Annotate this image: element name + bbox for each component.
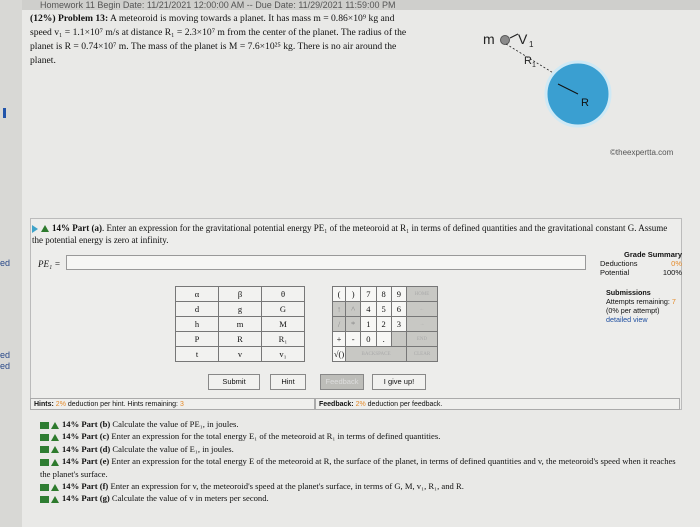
grade-row — [600, 259, 682, 268]
answer-input[interactable] — [66, 255, 586, 270]
key-R1[interactable]: R₁ — [262, 332, 305, 347]
problem-line: planet is R = 0.74×10⁷ m. The mass of the planet is M = 7.6×10²⁵ kg. There is no air around the — [30, 41, 397, 52]
check-icon — [40, 446, 49, 453]
attempts-remaining — [606, 297, 686, 306]
sidebar-label[interactable]: ed — [0, 350, 11, 360]
check-icon — [40, 434, 49, 441]
hint-button[interactable]: Hint — [270, 374, 306, 390]
feedback-text: deduction per feedback. — [367, 401, 443, 408]
velocity-label: V — [518, 31, 528, 47]
top-bar: Homework 11 Begin Date: 11/21/2021 12:00:00 AM -- Due Date: 11/29/2021 11:59:00 PM — [0, 0, 700, 10]
key-P[interactable]: P — [176, 332, 219, 347]
expand-triangle-icon[interactable] — [32, 225, 38, 233]
give-up-button[interactable]: I give up! — [372, 374, 426, 390]
part-text: Enter an expression for the total energy E₁ of the meteoroid at R₁ in terms of defined quantities. — [111, 431, 441, 442]
key-2[interactable]: 2 — [376, 317, 391, 332]
key-alpha[interactable]: α — [176, 287, 219, 302]
problem-number: (12%) Problem 13: — [30, 13, 109, 24]
grade-row-value: 100% — [662, 268, 682, 277]
key-h[interactable]: h — [176, 317, 219, 332]
part-title: 14% Part (e) — [62, 456, 110, 467]
key-right[interactable]: → — [407, 317, 438, 332]
key-clear[interactable]: CLEAR — [407, 347, 438, 362]
key-M[interactable]: M — [262, 317, 305, 332]
list-item[interactable] — [40, 480, 680, 492]
key-home[interactable]: HOME — [407, 287, 438, 302]
key-5[interactable]: 5 — [376, 302, 391, 317]
key-d[interactable]: d — [176, 302, 219, 317]
key-4[interactable]: 4 — [361, 302, 376, 317]
key-g[interactable]: g — [219, 302, 262, 317]
warning-icon — [51, 484, 59, 491]
warning-icon — [51, 459, 59, 466]
key-sqrt[interactable]: √() — [333, 347, 346, 362]
warning-icon — [51, 446, 59, 453]
key-R[interactable]: R — [219, 332, 262, 347]
list-item[interactable] — [40, 430, 680, 442]
part-text: Calculate the value of PE₁, in joules. — [112, 419, 239, 429]
problem-line: A meteoroid is moving towards a planet. It has mass m = 0.86×10⁹ kg and — [110, 13, 395, 24]
key-end[interactable]: END — [407, 332, 438, 347]
left-scroll-marker — [3, 108, 6, 118]
hints-label: Hints: — [34, 401, 54, 408]
key-m[interactable]: m — [219, 317, 262, 332]
key-minus[interactable]: - — [346, 332, 361, 347]
part-a-text: Enter an expression for the gravitational potential energy PE₁ of the meteoroid at R₁ in terms of defined quantities and the gravitational constant G. Assume the potential energy is zero at infinity. — [32, 223, 668, 245]
part-title: 14% Part (f) — [62, 481, 109, 492]
part-text: Calculate the value of E₁, in joules. — [112, 443, 234, 454]
watermark: ©theexpertta.com — [610, 148, 674, 157]
grade-row-value: 0% — [671, 259, 682, 268]
list-item[interactable] — [40, 492, 680, 504]
check-icon — [40, 484, 49, 491]
mass-label: m — [483, 31, 495, 47]
key-8[interactable]: 8 — [376, 287, 391, 302]
parts-list — [40, 418, 680, 505]
velocity-subscript: 1 — [529, 40, 534, 49]
part-text: Calculate the value of v in meters per second. — [111, 493, 269, 504]
feedback-label: Feedback: — [319, 401, 354, 408]
check-icon — [40, 496, 49, 503]
key-caret[interactable]: ^ — [346, 302, 361, 317]
part-a-header: 14% Part (a). Enter an expression for the gravitational potential energy PE₁ of the meteoroid at R₁ in terms of defined quantities and the gravitational constant G. Assume the potential energy is zero at infinity. — [32, 223, 668, 245]
problem-line: speed v₁ = 1.1×10⁷ m/s at distance R₁ = 2.3×10⁷ m from the center of the planet. The radius of the — [30, 27, 407, 38]
key-beta[interactable]: β — [219, 287, 262, 302]
key-left[interactable]: ← — [407, 302, 438, 317]
problem-line: planet. — [30, 55, 56, 66]
warning-icon — [51, 496, 59, 503]
part-title: 14% Part (c) — [62, 431, 110, 442]
key-backspace[interactable]: BACKSPACE — [346, 347, 407, 362]
part-title: 14% Part (g) — [62, 493, 110, 504]
feedback-bar — [315, 398, 680, 410]
answer-label: PE₁ = — [38, 259, 61, 269]
hints-pct: 2% — [55, 401, 66, 408]
part-title: 14% Part (d) — [62, 443, 111, 454]
hints-remaining: 3 — [179, 401, 184, 408]
key-blank — [391, 332, 406, 347]
detailed-view-link[interactable]: detailed view — [606, 315, 648, 324]
key-theta[interactable]: θ — [262, 287, 305, 302]
key-v1[interactable]: v₁ — [262, 347, 305, 362]
distance-label: R — [524, 55, 532, 67]
warning-icon — [51, 422, 59, 429]
list-item[interactable] — [40, 443, 680, 455]
key-t[interactable]: t — [176, 347, 219, 362]
feedback-button[interactable]: Feedback — [320, 374, 364, 390]
key-6[interactable]: 6 — [391, 302, 406, 317]
key-divide[interactable]: / — [333, 317, 346, 332]
grade-row-label: Potential — [600, 268, 630, 277]
key-9[interactable]: 9 — [391, 287, 406, 302]
grade-summary-title: Grade Summary — [624, 250, 682, 259]
check-icon — [40, 422, 49, 429]
key-1[interactable]: 1 — [361, 317, 376, 332]
feedback-pct: 2% — [355, 401, 366, 408]
submissions-title: Submissions — [606, 288, 651, 297]
grade-row — [600, 268, 682, 277]
key-close-paren[interactable]: ) — [346, 287, 361, 302]
warning-icon — [41, 225, 49, 232]
per-attempt: (0% per attempt) — [606, 306, 660, 315]
meteoroid-icon — [501, 36, 510, 45]
submit-button[interactable]: Submit — [208, 374, 260, 390]
part-text: Enter an expression for the total energy E of the meteoroid at R, the surface of the planet, in terms of defined quantities and v, the meteoroid's speed when it reaches the planet's surface. — [40, 456, 676, 479]
key-plus[interactable]: + — [333, 332, 346, 347]
submissions-panel — [606, 288, 686, 324]
key-open-paren[interactable]: ( — [333, 287, 346, 302]
warning-icon — [51, 434, 59, 441]
hints-bar — [30, 398, 315, 410]
sidebar-label[interactable]: ed — [0, 361, 11, 371]
key-3[interactable]: 3 — [391, 317, 406, 332]
key-dot[interactable]: . — [376, 332, 391, 347]
distance-subscript: 1 — [532, 62, 536, 69]
key-up[interactable]: ↑ — [333, 302, 346, 317]
attempts-label: Attempts remaining: — [606, 297, 670, 306]
part-title: 14% Part (b) — [62, 419, 111, 429]
part-a-title: 14% Part (a) — [52, 223, 102, 233]
grade-row-label: Deductions — [600, 259, 638, 268]
sidebar-label[interactable]: ed — [0, 258, 11, 268]
meteoroid-diagram — [470, 22, 690, 152]
radius-label: R — [581, 97, 589, 109]
attempts-value: 7 — [671, 297, 676, 306]
key-0[interactable]: 0 — [361, 332, 376, 347]
grade-summary — [600, 250, 682, 277]
list-item[interactable] — [40, 455, 680, 480]
hints-text: deduction per hint. Hints remaining: — [67, 401, 178, 408]
check-icon — [40, 459, 49, 466]
key-v[interactable]: v — [219, 347, 262, 362]
problem-statement — [30, 12, 450, 68]
part-text: Enter an expression for v, the meteoroid's speed at the planet's surface, in terms of G, M, v₁, R₁, and R. — [110, 481, 464, 492]
symbol-keypad — [175, 286, 305, 362]
key-multiply[interactable]: * — [346, 317, 361, 332]
list-item[interactable] — [40, 418, 680, 430]
key-7[interactable]: 7 — [361, 287, 376, 302]
key-G[interactable]: G — [262, 302, 305, 317]
velocity-arrow-icon — [510, 34, 518, 38]
calculator-keypad — [332, 286, 438, 362]
